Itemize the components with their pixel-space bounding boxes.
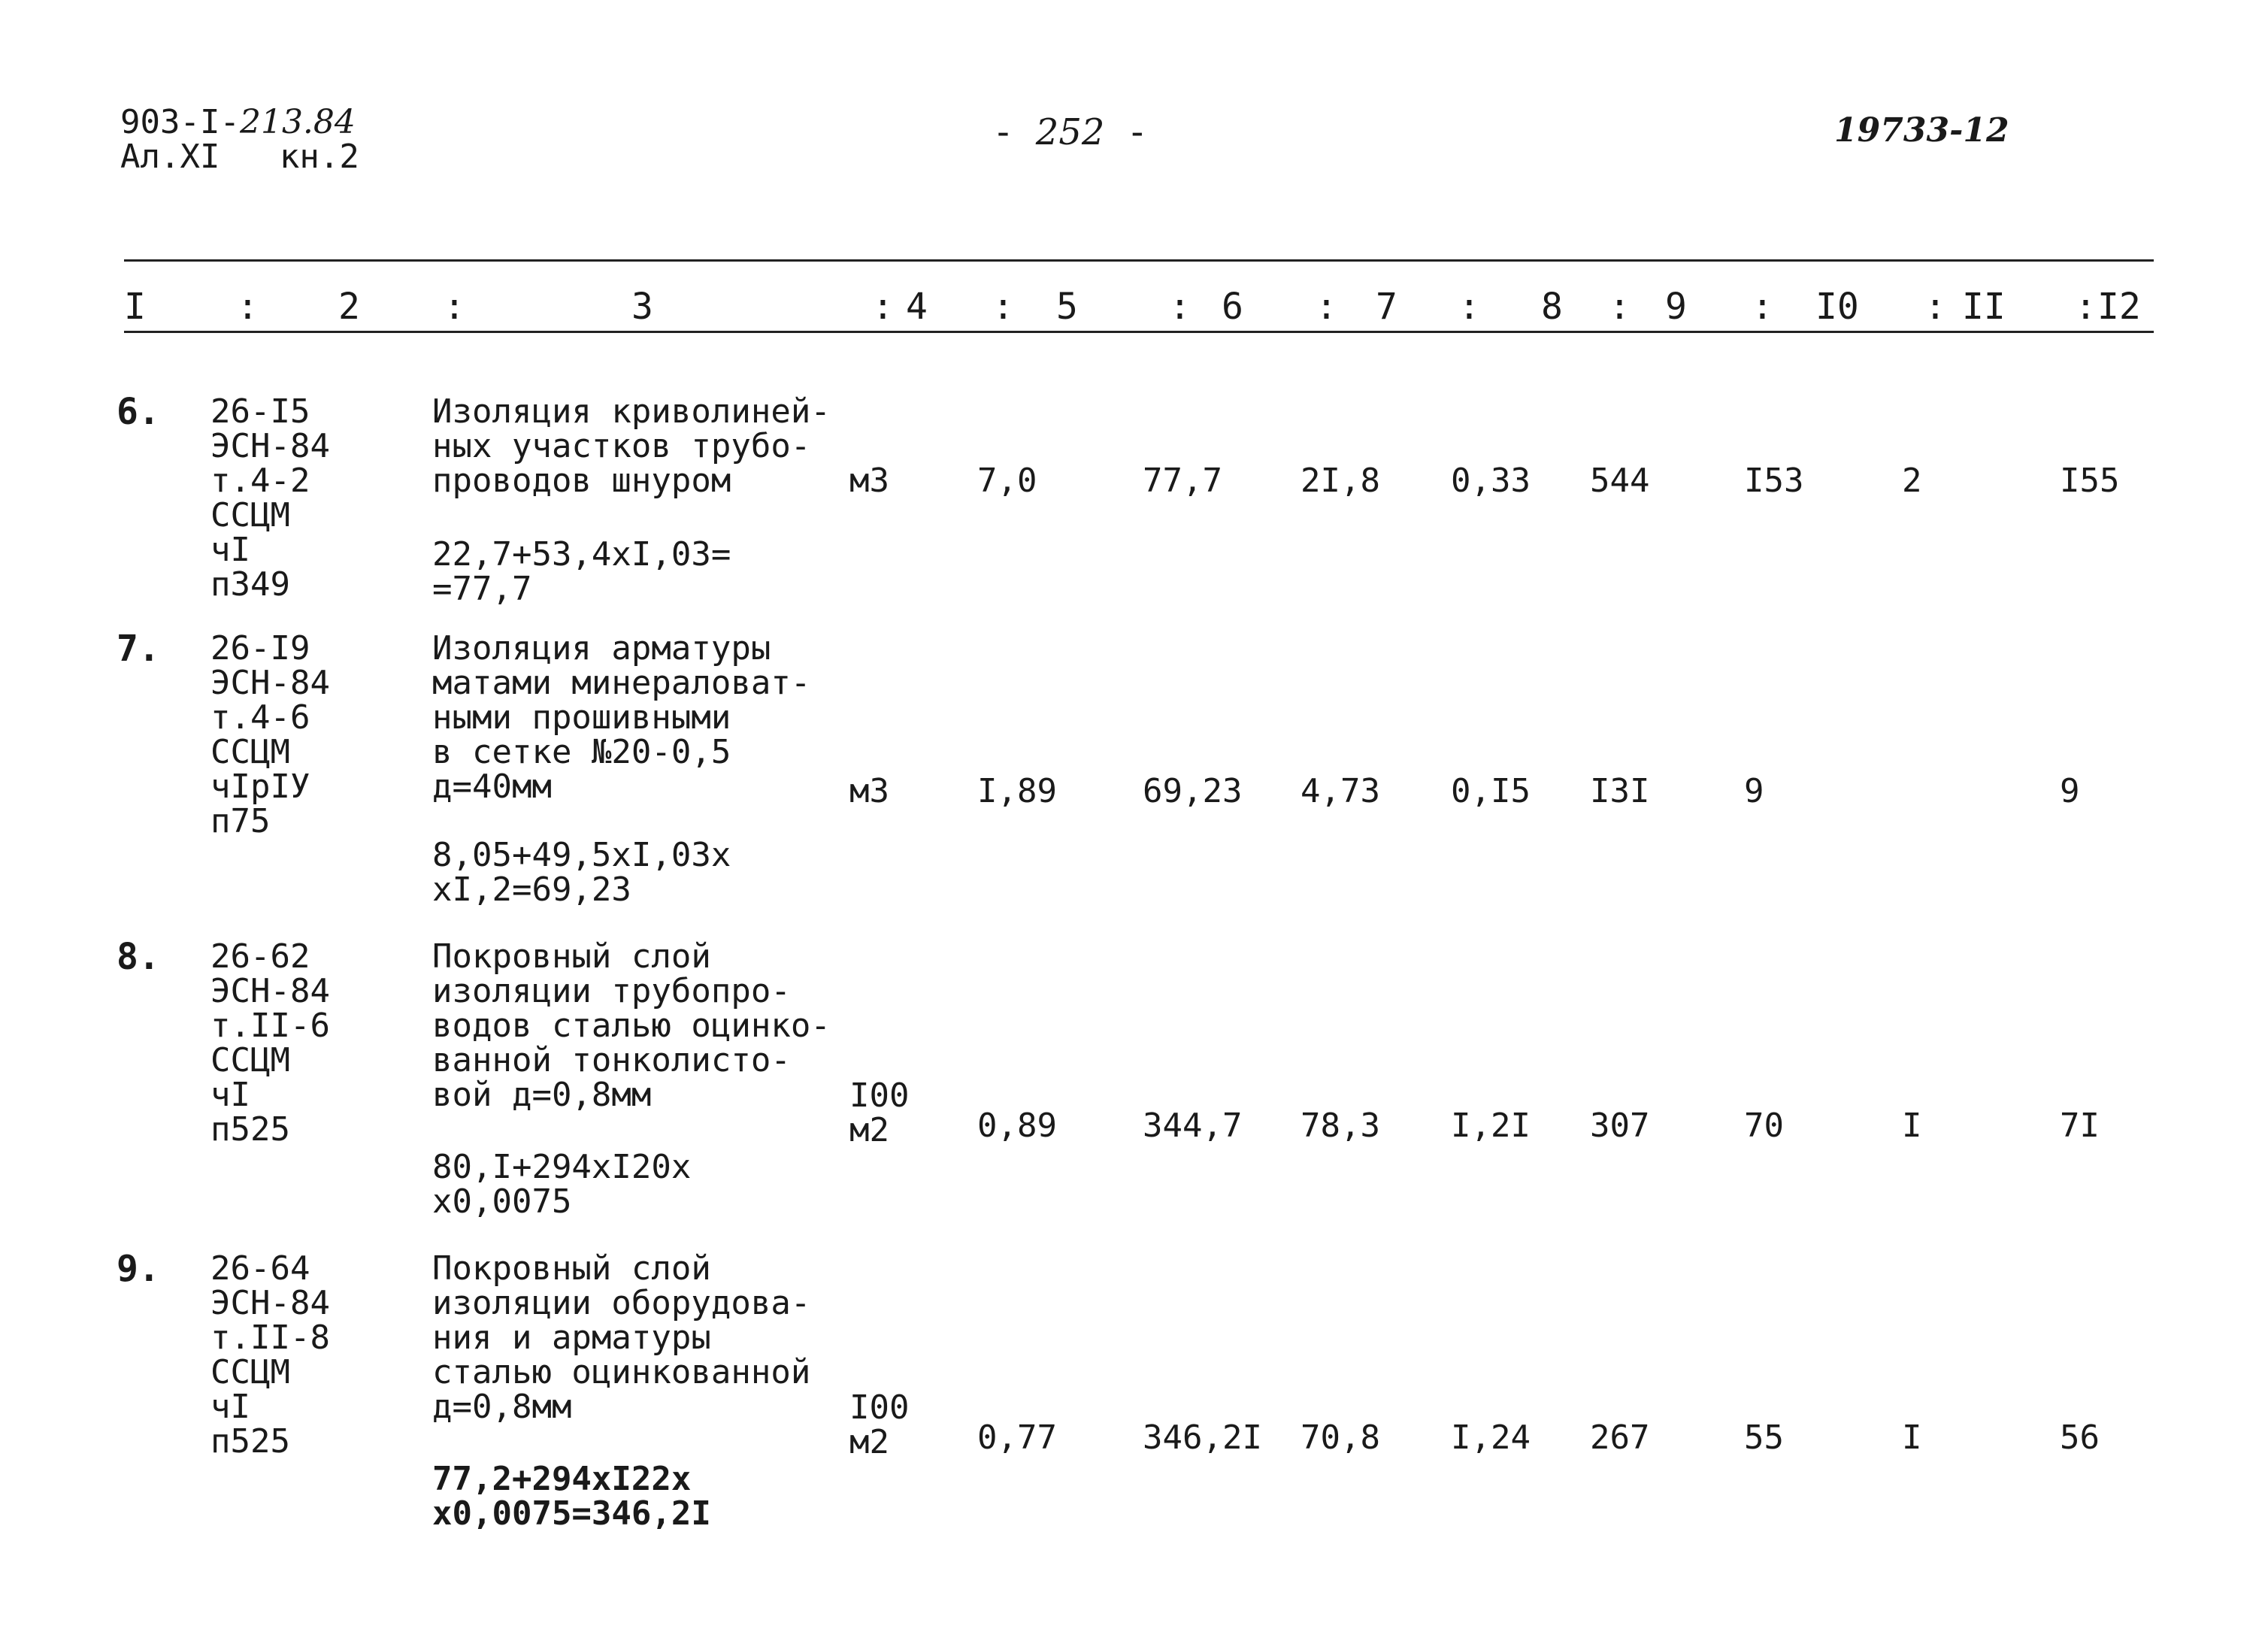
unit: м3 bbox=[849, 462, 889, 500]
estimate-page: 903-I-213.84 Ал.XI кн.2 - 252 - 19733-12 I : 2 : 3 : 4 : 5 : 6 : 7 : 8 : 9 : I0 : II : I2 6. 26-I5 ЭСН-84 т.4-2 ССЦМ чI п349 Изоляция криволиней- ных участков трубо- проводов шнуром 22,7+53,4хI,03= =77,7 м3 7,0 77,7 2I,8 0,33 544 I53 2 I55 7. 26-I9 ЭСН-84 т.4-6 ССЦМ чIрIУ п75 Изоляция арматуры матами минераловат- ными прошивными в сетке №20-0,5 д=40мм 8,05+49,5хI,03х хI,2=69,23 м3 I,89 69,23 4,73 0,I5 I3I 9 9 8. 26-62 ЭСН-84 т.II-6 ССЦМ чI п525 Покровный слой изоляции трубопро- водов сталью оцинко- ванной тонколисто- вой д=0,8мм 80,I+294хI20х х0,0075 I00 м2 0,89 344,7 78,3 I,2I 307 70 I 7I 9. 26-64 ЭСН-84 т.II-8 ССЦМ чI п525 Покровный слой изоляции оборудова- ния и арматуры сталью оцинкованной д=0,8мм 77,2+294хI22х х0,0075=346,2I I00 м2 0,77 346,2I 70,8 I,24 267 55 I 56 bbox=[0, 0, 2268, 1647]
col-num-1: I bbox=[124, 286, 146, 328]
col-num-2: 2 bbox=[338, 286, 360, 328]
col-10-value: I53 bbox=[1744, 462, 1804, 500]
col-num-9: 9 bbox=[1665, 286, 1687, 328]
col-9-value: I3I bbox=[1590, 772, 1650, 810]
row-number: 6. bbox=[117, 391, 160, 433]
work-description: Покровный слой изоляции оборудова- ния и арматуры сталью оцинкованной д=0,8мм bbox=[432, 1249, 811, 1426]
unit: I00 м2 bbox=[849, 1388, 910, 1461]
col-6-value: 344,7 bbox=[1143, 1107, 1243, 1145]
col-8-value: I,24 bbox=[1451, 1418, 1531, 1457]
work-description: Покровный слой изоляции трубопро- водов сталью оцинко- ванной тонколисто- вой д=0,8мм bbox=[432, 937, 831, 1114]
col-5-value: 0,89 bbox=[977, 1107, 1057, 1145]
col-8-value: 0,33 bbox=[1451, 462, 1531, 500]
quantity-calculation: 22,7+53,4хI,03= =77,7 bbox=[432, 535, 731, 608]
col-num-7: 7 bbox=[1376, 286, 1397, 328]
col-9-value: 307 bbox=[1590, 1107, 1650, 1145]
col-10-value: 70 bbox=[1744, 1107, 1784, 1145]
col-7-value: 70,8 bbox=[1301, 1418, 1380, 1457]
col-10-value: 9 bbox=[1744, 772, 1764, 810]
quantity-calculation: 80,I+294хI20х х0,0075 bbox=[432, 1148, 692, 1221]
col-num-11: II bbox=[1962, 286, 2006, 328]
col-10-value: 55 bbox=[1744, 1418, 1784, 1457]
row-number: 7. bbox=[117, 628, 160, 670]
col-5-value: I,89 bbox=[977, 772, 1057, 810]
col-7-value: 78,3 bbox=[1301, 1107, 1380, 1145]
col-num-10: I0 bbox=[1815, 286, 1859, 328]
registration-number: 19733-12 bbox=[1834, 111, 2009, 150]
col-7-value: 4,73 bbox=[1301, 772, 1380, 810]
col-11-value: 2 bbox=[1902, 462, 1922, 500]
norm-code: 26-64 ЭСН-84 т.II-8 ССЦМ чI п525 bbox=[210, 1249, 330, 1461]
col-9-value: 544 bbox=[1590, 462, 1650, 500]
col-11-value: I bbox=[1902, 1107, 1922, 1145]
col-9-value: 267 bbox=[1590, 1418, 1650, 1457]
page-number: - 252 - bbox=[992, 111, 1149, 153]
col-6-value: 69,23 bbox=[1143, 772, 1243, 810]
col-12-value: 56 bbox=[2060, 1418, 2100, 1457]
quantity-calculation: 77,2+294хI22х х0,0075=346,2I bbox=[432, 1460, 711, 1533]
work-description: Изоляция арматуры матами минераловат- ными прошивными в сетке №20-0,5 д=40мм bbox=[432, 629, 811, 806]
unit: I00 м2 bbox=[849, 1076, 910, 1149]
col-8-value: 0,I5 bbox=[1451, 772, 1531, 810]
document-code bbox=[120, 105, 359, 174]
row-number: 9. bbox=[117, 1248, 160, 1290]
column-header-rule bbox=[124, 331, 2154, 333]
unit: м3 bbox=[849, 772, 889, 810]
col-12-value: I55 bbox=[2060, 462, 2120, 500]
col-12-value: 7I bbox=[2060, 1107, 2100, 1145]
col-6-value: 77,7 bbox=[1143, 462, 1222, 500]
norm-code: 26-62 ЭСН-84 т.II-6 ССЦМ чI п525 bbox=[210, 937, 330, 1149]
col-7-value: 2I,8 bbox=[1301, 462, 1380, 500]
doc-code-handwritten: 213.84 bbox=[239, 103, 356, 141]
doc-code-prefix: 903-I- bbox=[120, 103, 240, 141]
album-volume: Ал.XI кн.2 bbox=[120, 138, 359, 176]
col-8-value: I,2I bbox=[1451, 1107, 1531, 1145]
col-num-5: 5 bbox=[1056, 286, 1078, 328]
col-6-value: 346,2I bbox=[1143, 1418, 1262, 1457]
col-5-value: 0,77 bbox=[977, 1418, 1057, 1457]
norm-code: 26-I5 ЭСН-84 т.4-2 ССЦМ чI п349 bbox=[210, 392, 330, 604]
col-12-value: 9 bbox=[2060, 772, 2080, 810]
col-num-4: 4 bbox=[906, 286, 928, 328]
col-11-value: I bbox=[1902, 1418, 1922, 1457]
table-top-rule bbox=[124, 259, 2154, 262]
col-num-6: 6 bbox=[1222, 286, 1243, 328]
col-5-value: 7,0 bbox=[977, 462, 1037, 500]
norm-code: 26-I9 ЭСН-84 т.4-6 ССЦМ чIрIУ п75 bbox=[210, 629, 330, 840]
quantity-calculation: 8,05+49,5хI,03х хI,2=69,23 bbox=[432, 836, 731, 909]
col-num-12: I2 bbox=[2097, 286, 2141, 328]
work-description: Изоляция криволиней- ных участков трубо- проводов шнуром bbox=[432, 392, 831, 500]
col-num-8: 8 bbox=[1541, 286, 1563, 328]
row-number: 8. bbox=[117, 936, 160, 978]
col-num-3: 3 bbox=[631, 286, 653, 328]
